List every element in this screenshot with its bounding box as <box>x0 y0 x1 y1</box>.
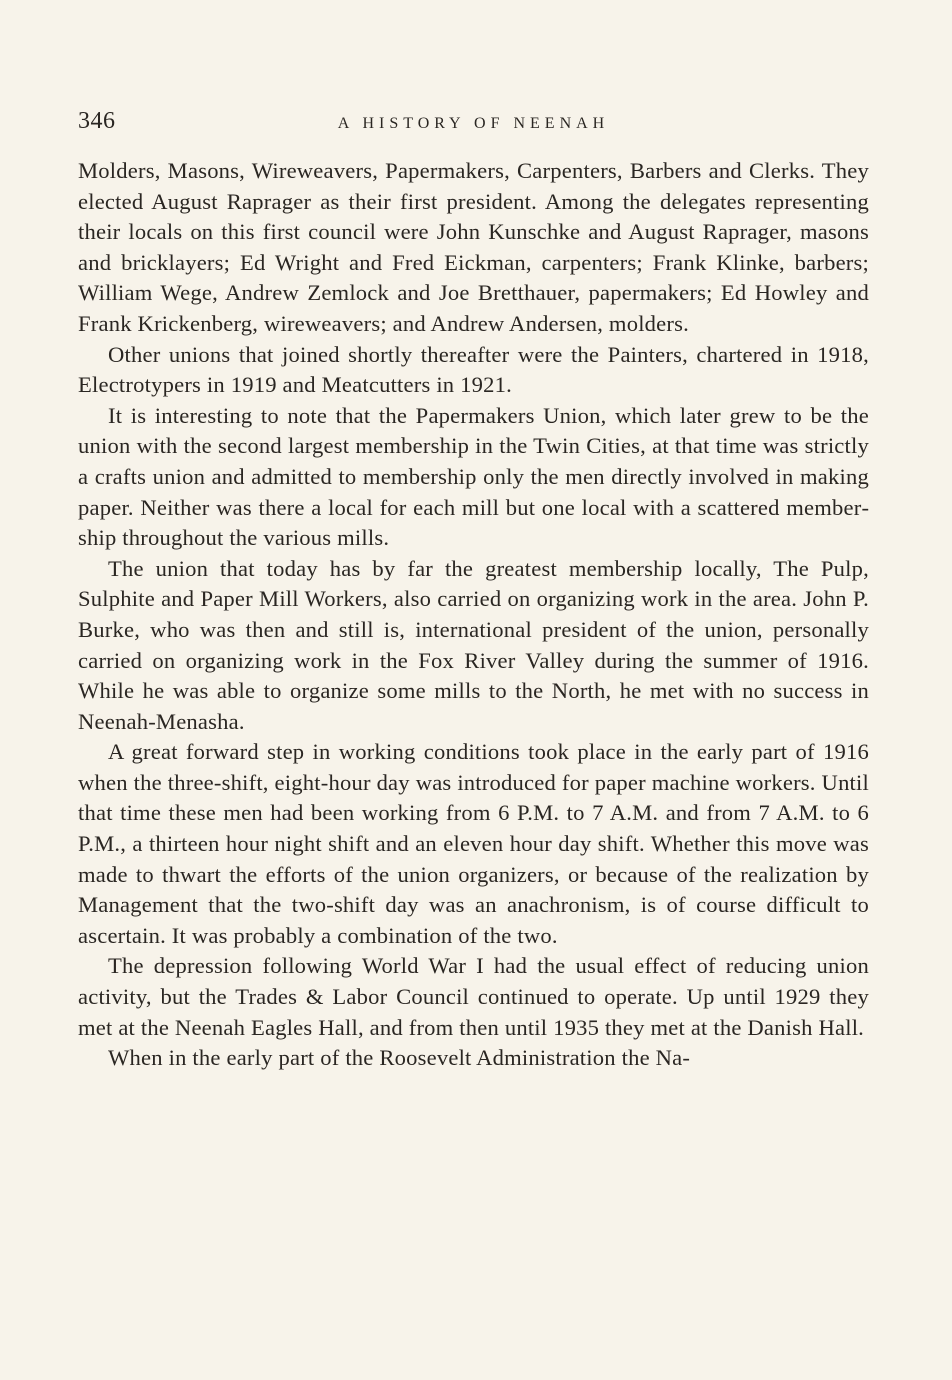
page-number: 346 <box>78 108 116 134</box>
paragraph: When in the early part of the Roosevelt Administration the Na- <box>108 1045 691 1071</box>
paragraph: It is interesting to note that the Papermakers Union, which later grew to be the union with the second largest membership in the Twin Cities, at that time was strictly a crafts union and admitted to membership only the men directly involved in making paper. Neither was there a local for each mill but one local with a scattered membership throughout the various mills. <box>78 402 869 551</box>
page-header <box>78 108 869 144</box>
running-head: A HISTORY OF NEENAH <box>337 115 610 132</box>
paragraph: Molders, Masons, Wireweavers, Papermakers, Carpenters, Barbers and Clerks. They elected August Raprager as their first president. Among the delegates representing their locals on this first council were John Kunschke and August Raprager, masons and bricklayers; Ed Wright and Fred Eickman, carpenters; Frank Klinke, barbers; William Wege, Andrew Zemlock and Joe Bretthauer, papermakers; Ed Howley and Frank Krickenberg, wireweavers; and Andrew Andersen, molders. <box>78 158 869 336</box>
body-text <box>78 156 869 1074</box>
paragraph: A great forward step in working conditions took place in the early part of 1916 when the three-shift, eight-hour day was introduced for paper machine workers. Until that time these men had been working from 6 P.M. to 7 A.M. and from 7 A.M. to 6 P.M., a thirteen hour night shift and an eleven hour day shift. Whether this move was made to thwart the efforts of the union organizers, or because of the realization by Management that the two-shift day was an anachronism, is of course difficult to ascertain. It was probably a combination of the two. <box>78 739 869 948</box>
book-page <box>78 108 869 1074</box>
paragraph: The depression following World War I had the usual effect of reducing union activity, but the Trades & Labor Council continued to operate. Up until 1929 they met at the Neenah Eagles Hall, and from then until 1935 they met at the Danish Hall. <box>78 953 869 1040</box>
paragraph: Other unions that joined shortly thereafter were the Painters, chartered in 1918, Electrotypers in 1919 and Meatcutters in 1921. <box>78 341 869 398</box>
paragraph: The union that today has by far the greatest membership locally, The Pulp, Sulphite and Paper Mill Workers, also carried on organizing work in the area. John P. Burke, who was then and still is, international president of the union, personally carried on organizing work in the Fox River Valley during the summer of 1916. While he was able to organize some mills to the North, he met with no success in Neenah-Menasha. <box>78 555 869 734</box>
